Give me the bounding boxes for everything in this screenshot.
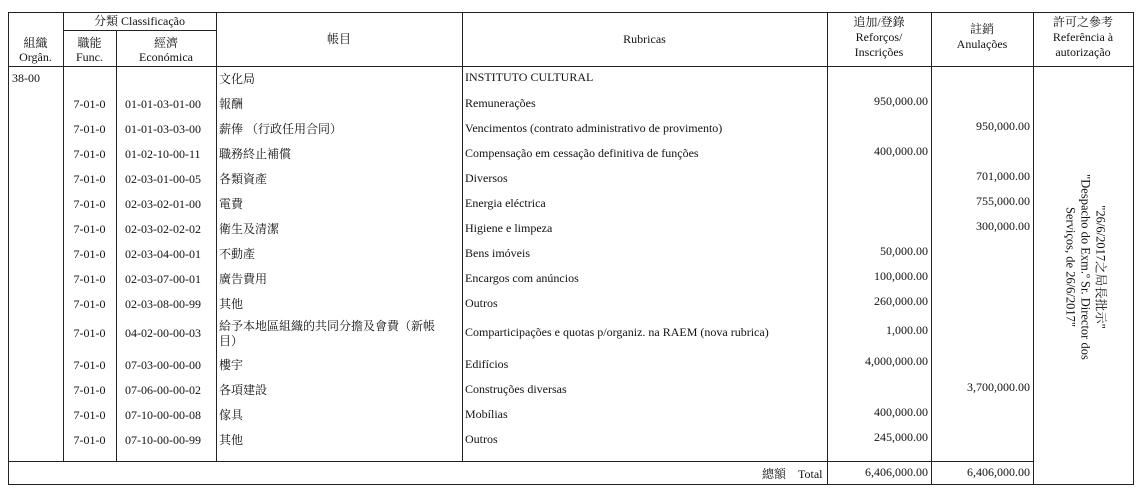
cancel-amount: 300,000.00 [976, 219, 1030, 233]
authorization-reference [1036, 74, 1133, 460]
rubrica-pt: Bens imóveis [465, 246, 530, 260]
account-zh: 廣告費用 [219, 272, 268, 286]
reinforce-amount: 1,000.00 [886, 323, 928, 337]
organ-code: 38-00 [12, 71, 40, 85]
econ-code: 02-03-02-02-02 [125, 222, 201, 236]
econ-code: 04-02-00-00-03 [125, 326, 201, 340]
rubrica-pt: Encargos com anúncios [465, 271, 579, 285]
econ-code: 07-10-00-00-99 [125, 433, 201, 447]
account-zh: 其他 [219, 297, 244, 311]
header-account: 帳目 [326, 32, 351, 46]
econ-code: 02-03-08-00-99 [125, 297, 201, 311]
func-code: 7-01-0 [73, 383, 106, 397]
reinforce-amount: 50,000.00 [880, 244, 928, 258]
func-code: 7-01-0 [73, 122, 106, 136]
reference-line-2: "Despacho do Exm.º Sr. Director dos [1078, 174, 1092, 360]
total-label-zh: 總額 [762, 467, 787, 481]
reinforce-amount: 400,000.00 [874, 144, 928, 158]
rubrica-pt: Outros [465, 432, 498, 446]
header-reference-zh: 許可之參考 [1052, 15, 1113, 29]
func-code: 7-01-0 [73, 433, 106, 447]
econ-code: 07-10-00-00-08 [125, 408, 201, 422]
account-zh: 報酬 [219, 97, 244, 111]
econ-code: 02-03-07-00-01 [125, 272, 201, 286]
header-econ-pt: Económica [139, 50, 193, 64]
header-func-zh: 職能 [77, 36, 102, 50]
header-cancel-pt: Anulações [956, 37, 1008, 51]
rubrica-pt: Higiene e limpeza [465, 221, 553, 235]
account-zh: 職務終止補償 [219, 147, 292, 161]
header-organ-zh: 組織 [23, 36, 48, 50]
total-label-pt: Total [798, 467, 823, 481]
header-func-pt: Func. [76, 50, 103, 64]
account-zh: 不動產 [219, 247, 256, 261]
account-zh-line2: 目） [219, 334, 244, 348]
econ-code: 07-06-00-00-02 [125, 383, 201, 397]
func-code: 7-01-0 [73, 326, 106, 340]
reinforce-amount: 400,000.00 [874, 405, 928, 419]
account-zh: 薪俸 （行政任用合同） [219, 122, 343, 136]
econ-code: 01-01-03-03-00 [125, 122, 201, 136]
header-organ-pt: Orgân. [19, 50, 52, 64]
account-zh: 樓宇 [219, 358, 244, 372]
account-zh: 其他 [219, 433, 244, 447]
account-zh: 電費 [219, 197, 244, 211]
rubrica-pt: Outros [465, 296, 498, 310]
econ-code: 07-03-00-00-00 [125, 358, 201, 372]
account-zh: 各項建設 [219, 383, 268, 397]
func-code: 7-01-0 [73, 147, 106, 161]
cancel-amount: 755,000.00 [976, 194, 1030, 208]
account-zh: 衛生及清潔 [219, 222, 280, 236]
account-zh: 傢具 [219, 408, 244, 422]
func-code: 7-01-0 [73, 247, 106, 261]
econ-code: 02-03-01-00-05 [125, 172, 201, 186]
func-code: 7-01-0 [73, 408, 106, 422]
reinforce-amount: 260,000.00 [874, 294, 928, 308]
account-zh: 各類資產 [219, 172, 268, 186]
account-zh-line1: 給予本地區組織的共同分擔及會費（新帳 [219, 319, 436, 333]
func-code: 7-01-0 [73, 297, 106, 311]
rubrica-pt: Diversos [465, 171, 508, 185]
rubrica-pt: Remunerações [465, 96, 536, 110]
header-reference-pt1: Referência à [1052, 30, 1114, 44]
reference-line-1: "26/6/2017之局長批示" [1093, 205, 1107, 329]
func-code: 7-01-0 [73, 358, 106, 372]
reference-line-3: Serviços, de 26/6/2017" [1063, 206, 1077, 328]
func-code: 7-01-0 [73, 197, 106, 211]
total-reinforce: 6,406,000.00 [865, 465, 928, 479]
header-reinforce-zh: 追加/登錄 [853, 15, 905, 29]
cancel-amount: 701,000.00 [976, 169, 1030, 183]
reinforce-amount: 100,000.00 [874, 269, 928, 283]
header-rubricas: Rubricas [623, 32, 666, 46]
func-code: 7-01-0 [73, 272, 106, 286]
header-classification: 分類 Classificação [94, 14, 185, 28]
reinforce-amount: 950,000.00 [874, 94, 928, 108]
header-reference-pt2: autorização [1055, 45, 1111, 59]
func-code: 7-01-0 [73, 97, 106, 111]
total-cancel: 6,406,000.00 [967, 465, 1030, 479]
rubrica-pt: Edifícios [465, 357, 509, 371]
rubrica-pt: Comparticipações e quotas p/organiz. na RAEM (nova rubrica) [465, 325, 769, 339]
func-code: 7-01-0 [73, 172, 106, 186]
rubrica-pt: Mobílias [465, 407, 508, 421]
econ-code: 02-03-02-01-00 [125, 197, 201, 211]
func-code: 7-01-0 [73, 222, 106, 236]
header-cancel-zh: 註銷 [969, 22, 994, 36]
rubrica-pt: Energia eléctrica [465, 196, 546, 210]
department-zh: 文化局 [219, 72, 256, 86]
econ-code: 01-02-10-00-11 [125, 147, 201, 161]
rubrica-pt: Vencimentos (contrato administrativo de provimento) [465, 121, 723, 135]
econ-code: 01-01-03-01-00 [125, 97, 201, 111]
cancel-amount: 950,000.00 [976, 119, 1030, 133]
cancel-amount: 3,700,000.00 [967, 380, 1030, 394]
econ-code: 02-03-04-00-01 [125, 247, 201, 261]
rubrica-pt: Compensação em cessação definitiva de funções [465, 146, 699, 160]
reinforce-amount: 4,000,000.00 [865, 354, 928, 368]
header-reinforce-pt2: Inscrições [854, 45, 904, 59]
department-pt: INSTITUTO CULTURAL [465, 70, 594, 84]
reinforce-amount: 245,000.00 [874, 430, 928, 444]
rubrica-pt: Construções diversas [465, 382, 567, 396]
header-reinforce-pt1: Reforços/ [855, 30, 903, 44]
header-econ-zh: 經濟 [153, 36, 178, 50]
